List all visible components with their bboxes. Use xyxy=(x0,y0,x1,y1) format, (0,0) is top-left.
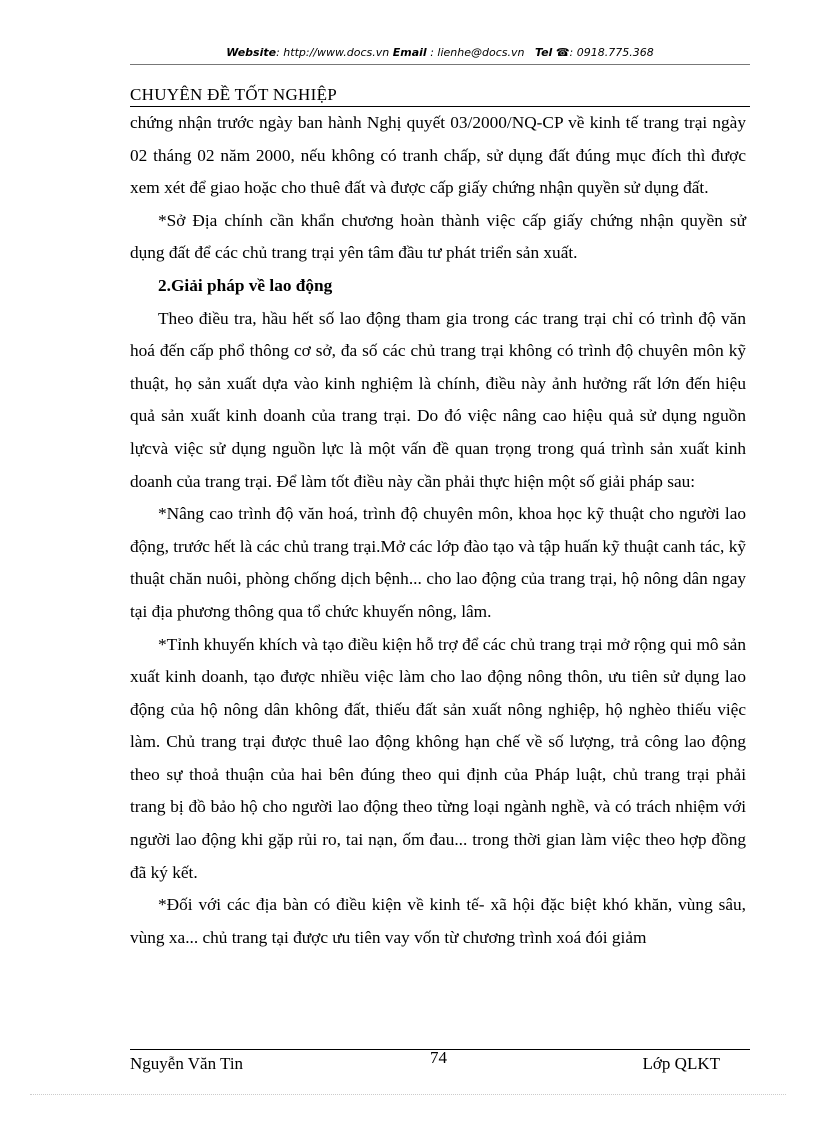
header-rule xyxy=(130,64,750,65)
document-title: CHUYÊN ĐỀ TỐT NGHIỆP xyxy=(130,84,750,107)
paragraph: *Nâng cao trình độ văn hoá, trình độ chuyên môn, khoa học kỹ thuật cho người lao động, trước hết là các chủ trang trại.Mở các lớp đào tạo và tập huấn kỹ thuật canh tác, kỹ thuật chăn nuôi, phòng chống dịch bệnh... cho lao động của trang trại, hộ nông dân ngay tại địa phương thông qua tổ chức khuyến nông, lâm. xyxy=(130,504,746,621)
body-text xyxy=(130,107,746,954)
email-value[interactable]: : lienhe@docs.vn xyxy=(426,46,525,59)
paragraph: *Đối với các địa bàn có điều kiện về kinh tế- xã hội đặc biệt khó khăn, vùng sâu, vùng xa... chủ trang tại được ưu tiên vay vốn từ chương trình xoá đói giảm xyxy=(130,895,746,947)
paragraph: chứng nhận trước ngày ban hành Nghị quyết 03/2000/NQ-CP về kinh tế trang trại ngày 02 tháng 02 năm 2000, nếu không có tranh chấp, sử dụng đất đúng mục đích thì được xem xét để giao hoặc cho thuê đất và được cấp giấy chứng nhận quyền sử dụng đất. xyxy=(130,113,746,198)
section-heading: 2.Giải pháp về lao động xyxy=(158,275,333,295)
site-header xyxy=(130,46,750,59)
page-bottom-divider xyxy=(30,1094,786,1095)
page-footer xyxy=(130,1049,750,1080)
footer-author: Nguyễn Văn Tin xyxy=(130,1054,244,1073)
telephone-icon: ☎ xyxy=(555,46,570,59)
footer-class: Lớp QLKT xyxy=(642,1054,720,1073)
paragraph: *Tỉnh khuyến khích và tạo điều kiện hỗ trợ để các chủ trang trại mở rộng qui mô sản xuất kinh doanh, tạo được nhiều việc làm cho lao động nông thôn, ưu tiên sử dụng lao động của hộ nông dân không đất, thiếu đất sản xuất nông nghiệp, hộ nghèo thiếu việc làm. Chủ trang trại được thuê lao động không hạn chế về số lượng, trả công lao động theo sự thoả thuận của hai bên đúng theo qui định của Pháp luật, chủ trang trại phải trang bị đồ bảo hộ cho người lao động theo từng loại ngành nghề, và có trách nhiệm với người lao động khi gặp rủi ro, tai nạn, ốm đau... trong thời gian làm việc theo hợp đồng đã ký kết. xyxy=(130,634,746,882)
website-value[interactable]: : http://www.docs.vn xyxy=(276,46,390,59)
email-label: Email xyxy=(392,46,427,59)
tel-value: : 0918.775.368 xyxy=(569,46,654,59)
paragraph: Theo điều tra, hầu hết số lao động tham gia trong các trang trại chỉ có trình độ văn hoá đến cấp phổ thông cơ sở, đa số các chủ trang trại không có trình độ chuyên môn kỹ thuật, họ sản xuất dựa vào kinh nghiệm là chính, điều này ảnh hưởng rất lớn đến hiệu quả sản xuất kinh doanh của trang trại. Do đó việc nâng cao hiệu quả sử dụng nguồn lựcvà việc sử dụng nguồn lực là một vấn đề quan trọng trong quá trình sản xuất kinh doanh của trang trại. Để làm tốt điều này cần phải thực hiện một số giải pháp sau: xyxy=(130,308,746,491)
website-label: Website xyxy=(226,46,277,59)
tel-label: Tel xyxy=(534,46,553,59)
page-number: 74 xyxy=(430,1048,447,1067)
paragraph: *Sở Địa chính cần khẩn chương hoàn thành việc cấp giấy chứng nhận quyền sử dụng đất để các chủ trang trại yên tâm đầu tư phát triển sản xuất. xyxy=(130,210,746,263)
